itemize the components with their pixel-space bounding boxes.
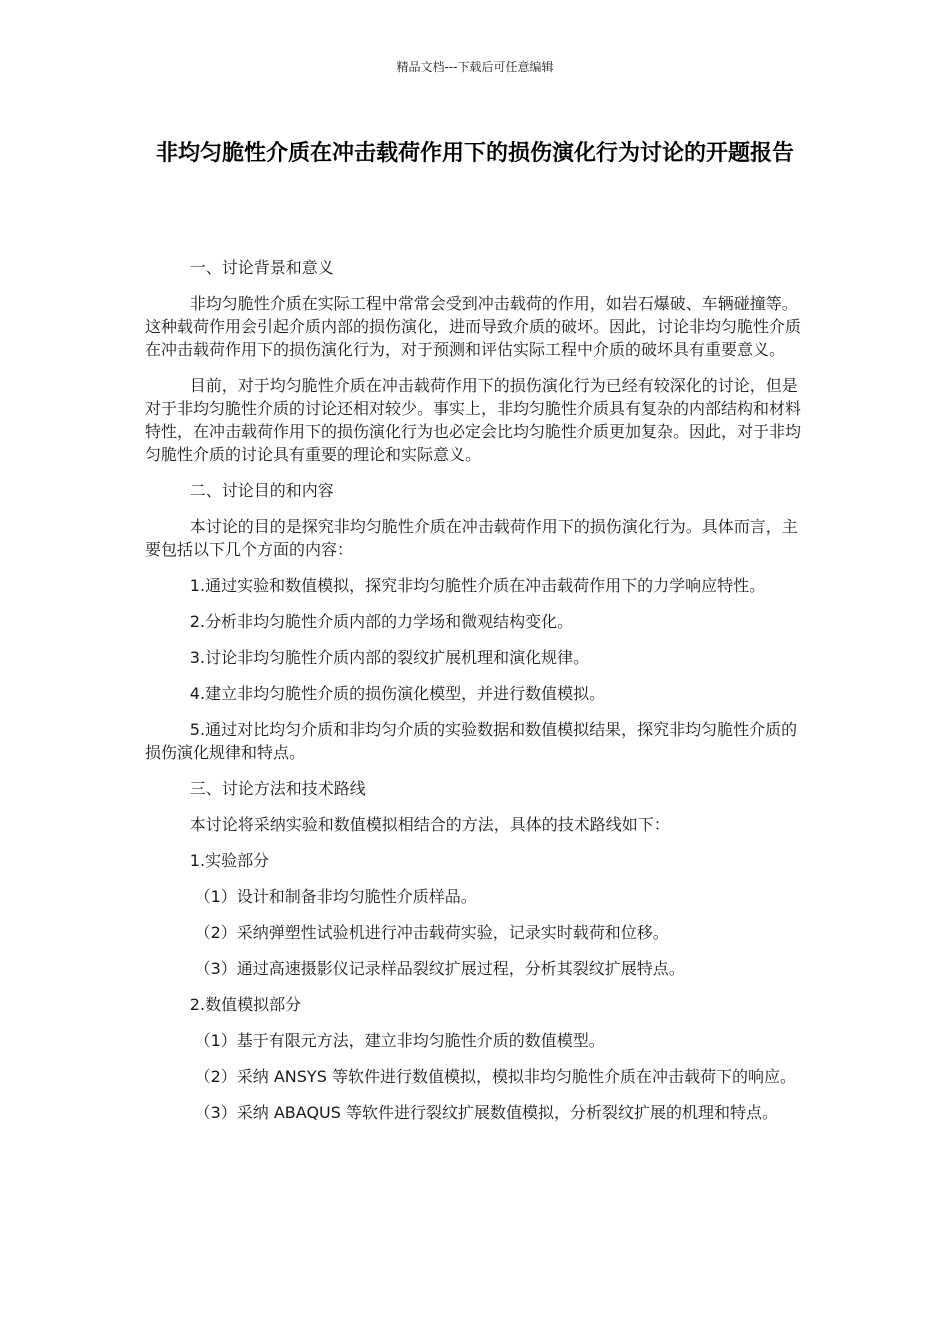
document-title: 非均匀脆性介质在冲击载荷作用下的损伤演化行为讨论的开题报告: [155, 141, 794, 166]
paragraph: 目前，对于均匀脆性介质在冲击载荷作用下的损伤演化行为已经有较深化的讨论，但是对于非均匀脆性介质的讨论还相对较少。事实上，非均匀脆性介质具有复杂的内部结构和材料特性，在冲击载荷作用下的损伤演化行为也必定会比均匀脆性介质更加复杂。因此，对于非均匀脆性介质的讨论具有重要的理论和实际意义。: [145, 376, 802, 464]
header-note: 精品文档---下载后可任意编辑: [396, 60, 554, 74]
list-item: 2.数值模拟部分: [189, 995, 302, 1014]
list-item: 1.通过实验和数值模拟，探究非均匀脆性介质在冲击载荷作用下的力学响应特性。: [189, 576, 766, 595]
list-item: （1）设计和制备非均匀脆性介质样品。: [194, 887, 477, 906]
list-item: 5.通过对比均匀介质和非均匀介质的实验数据和数值模拟结果，探究非均匀脆性介质的损伤演化规律和特点。: [145, 720, 798, 762]
section-heading: 一、讨论背景和意义: [189, 258, 334, 277]
list-item: 4.建立非均匀脆性介质的损伤演化模型，并进行数值模拟。: [189, 684, 606, 703]
list-item: （3）通过高速摄影仪记录样品裂纹扩展过程，分析其裂纹扩展特点。: [194, 959, 685, 978]
list-item: 2.分析非均匀脆性介质内部的力学场和微观结构变化。: [189, 612, 574, 631]
paragraph: 本讨论的目的是探究非均匀脆性介质在冲击载荷作用下的损伤演化行为。具体而言，主要包括以下几个方面的内容：: [145, 517, 798, 559]
list-item: 3.讨论非均匀脆性介质内部的裂纹扩展机理和演化规律。: [189, 648, 590, 667]
list-item: （2）采纳 ANSYS 等软件进行数值模拟，模拟非均匀脆性介质在冲击载荷下的响应。: [194, 1067, 796, 1086]
document-body: [145, 256, 810, 1137]
paragraph: 非均匀脆性介质在实际工程中常常会受到冲击载荷的作用，如岩石爆破、车辆碰撞等。这种载荷作用会引起介质内部的损伤演化，进而导致介质的破坏。因此，讨论非均匀脆性介质在冲击载荷作用下的损伤演化行为，对于预测和评估实际工程中介质的破坏具有重要意义。: [145, 294, 802, 359]
paragraph: 本讨论将采纳实验和数值模拟相结合的方法，具体的技术路线如下：: [189, 815, 670, 834]
section-heading: 二、讨论目的和内容: [189, 481, 334, 500]
list-item: （1）基于有限元方法，建立非均匀脆性介质的数值模型。: [194, 1031, 605, 1050]
list-item: （2）采纳弹塑性试验机进行冲击载荷实验，记录实时载荷和位移。: [194, 923, 669, 942]
section-heading: 三、讨论方法和技术路线: [189, 779, 366, 798]
list-item: 1.实验部分: [189, 851, 270, 870]
list-item: （3）采纳 ABAQUS 等软件进行裂纹扩展数值模拟，分析裂纹扩展的机理和特点。: [194, 1103, 778, 1122]
